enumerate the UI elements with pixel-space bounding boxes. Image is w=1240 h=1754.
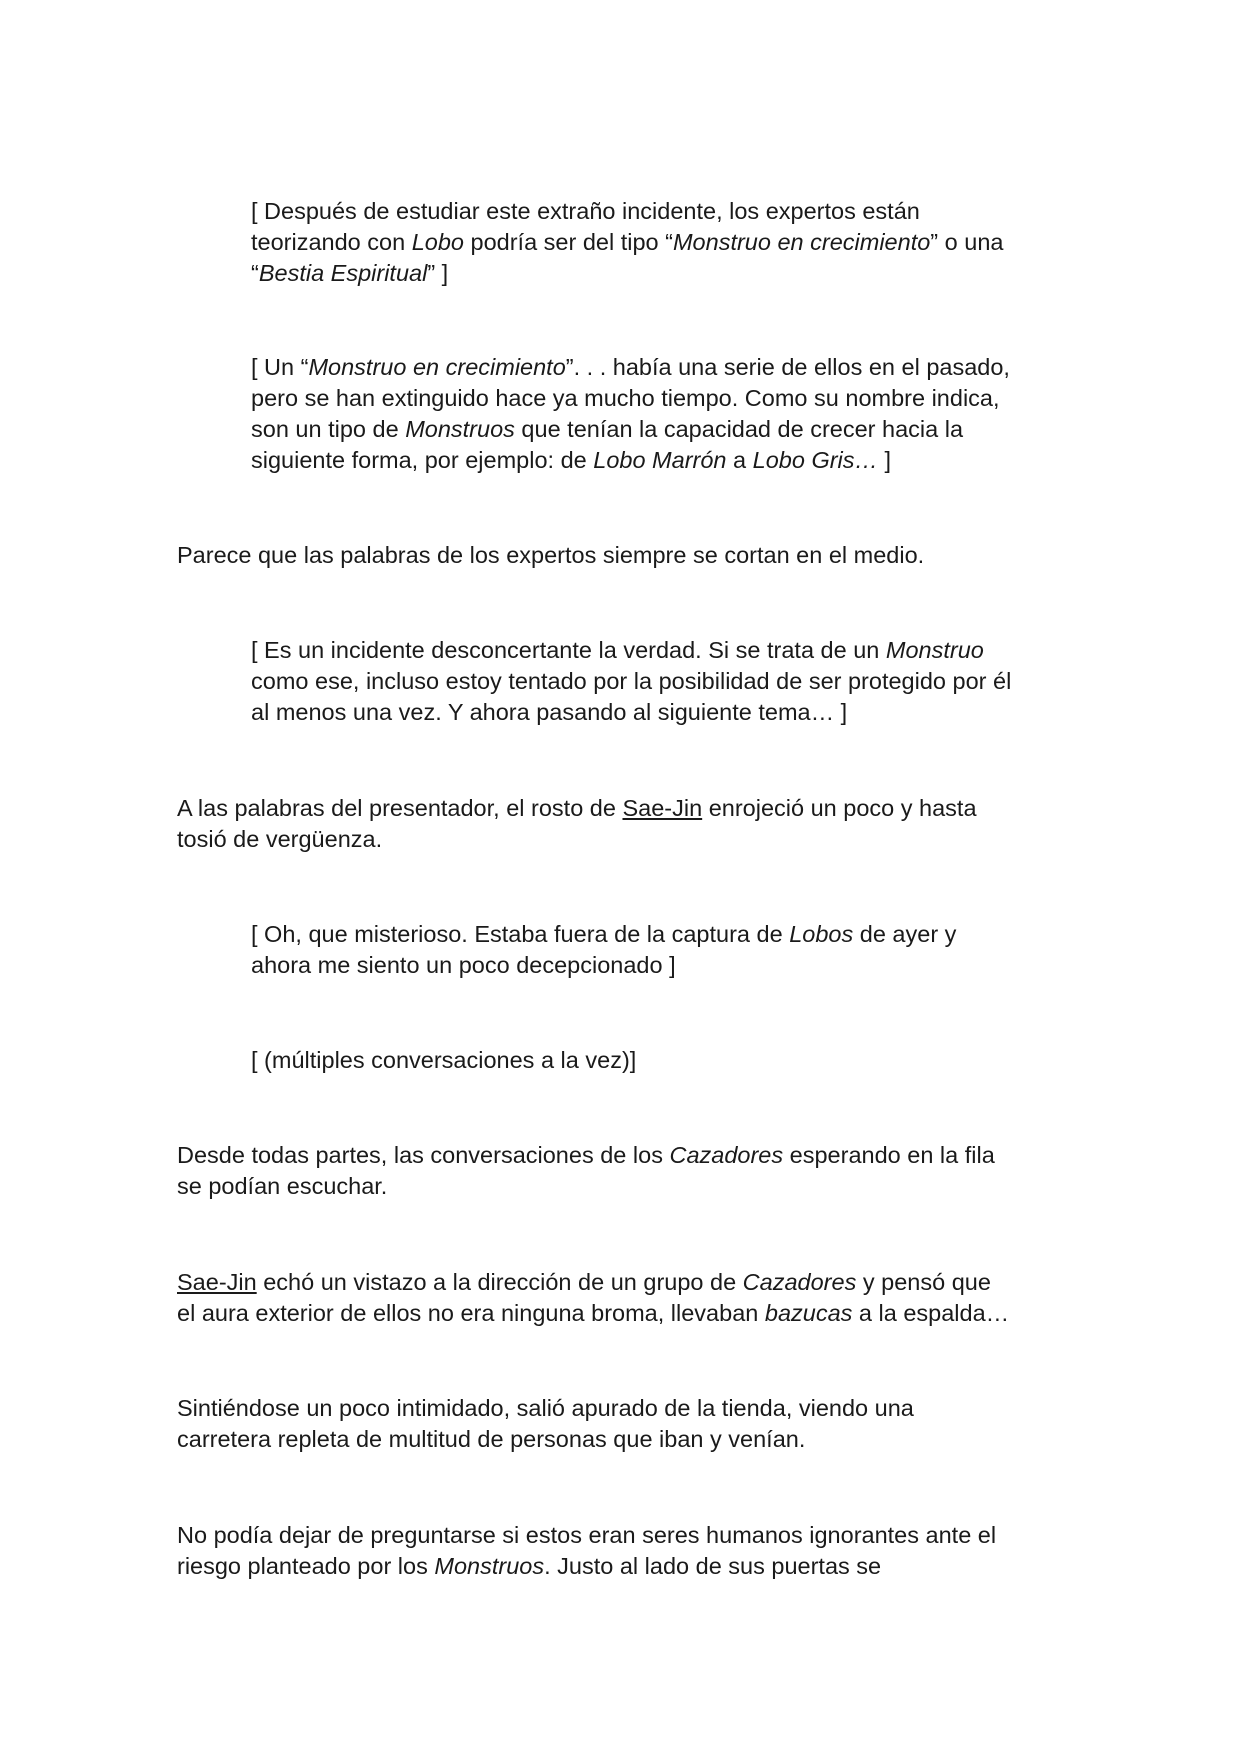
text-run: ahora me siento un poco decepcionado ] bbox=[251, 952, 676, 978]
narration-paragraph bbox=[177, 793, 1077, 855]
text-run: enrojeció un poco y hasta bbox=[702, 795, 977, 821]
text-run: [ Es un incidente desconcertante la verdad. Si se trata de un bbox=[251, 637, 886, 663]
text-run: ”. . . había una serie de ellos en el pasado, bbox=[565, 354, 1010, 380]
italic-term: Monstruos bbox=[405, 416, 515, 442]
text-run: No podía dejar de preguntarse si estos eran seres humanos ignorantes ante el bbox=[177, 1522, 997, 1548]
text-run: echó un vistazo a la dirección de un grupo de bbox=[256, 1269, 743, 1295]
text-run: “ bbox=[251, 260, 259, 286]
italic-term: Monstruos bbox=[434, 1553, 545, 1579]
text-run: esperando en la fila bbox=[783, 1142, 995, 1168]
text-run: y pensó que bbox=[856, 1269, 991, 1295]
narration-paragraph bbox=[177, 540, 1077, 571]
text-run: al menos una vez. Y ahora pasando al siguiente tema… ] bbox=[251, 699, 848, 725]
text-run: A las palabras del presentador, el rosto de bbox=[177, 795, 623, 821]
italic-term: Monstruo en crecimiento bbox=[308, 354, 566, 380]
text-run: a la espalda… bbox=[852, 1300, 1010, 1326]
text-run: ” o una bbox=[930, 229, 1004, 255]
italic-term: bazucas bbox=[764, 1300, 853, 1326]
italic-term: Lobo bbox=[411, 229, 464, 255]
text-run: [ (múltiples conversaciones a la vez)] bbox=[251, 1047, 637, 1073]
text-run: Desde todas partes, las conversaciones de los bbox=[177, 1142, 670, 1168]
broadcast-quote bbox=[251, 1045, 1081, 1076]
broadcast-quote bbox=[251, 635, 1081, 728]
italic-term: Bestia Espiritual bbox=[258, 260, 428, 286]
character-name: Sae-Jin bbox=[622, 795, 703, 821]
text-run: se podían escuchar. bbox=[177, 1173, 388, 1199]
text-run: como ese, incluso estoy tentado por la posibilidad de ser protegido por él bbox=[251, 668, 1012, 694]
text-run: [ Oh, que misterioso. Estaba fuera de la captura de bbox=[251, 921, 790, 947]
broadcast-quote bbox=[251, 919, 1081, 981]
text-run: riesgo planteado por los bbox=[177, 1553, 435, 1579]
text-run: carretera repleta de multitud de personas que iban y venían. bbox=[177, 1426, 806, 1452]
text-run: . Justo al lado de sus puertas se bbox=[544, 1553, 882, 1579]
text-run: que tenían la capacidad de crecer hacia la bbox=[514, 416, 964, 442]
text-run: el aura exterior de ellos no era ninguna broma, llevaban bbox=[177, 1300, 765, 1326]
text-run: siguiente forma, por ejemplo: de bbox=[251, 447, 594, 473]
text-run: ] bbox=[878, 447, 892, 473]
text-run: [ Un “ bbox=[251, 354, 309, 380]
text-run: pero se han extinguido hace ya mucho tiempo. Como su nombre indica, bbox=[251, 385, 1000, 411]
italic-term: Lobo Marrón bbox=[593, 447, 727, 473]
italic-term: Lobo Gris… bbox=[752, 447, 879, 473]
text-run: Sintiéndose un poco intimidado, salió apurado de la tienda, viendo una bbox=[177, 1395, 914, 1421]
italic-term: Cazadores bbox=[742, 1269, 857, 1295]
text-run: a bbox=[726, 447, 753, 473]
narration-paragraph bbox=[177, 1520, 1077, 1582]
text-run: teorizando con bbox=[251, 229, 412, 255]
text-run: tosió de vergüenza. bbox=[177, 826, 383, 852]
italic-term: Monstruo en crecimiento bbox=[672, 229, 931, 255]
broadcast-quote bbox=[251, 196, 1081, 289]
italic-term: Cazadores bbox=[669, 1142, 784, 1168]
italic-term: Monstruo bbox=[885, 637, 984, 663]
narration-paragraph bbox=[177, 1393, 1077, 1455]
text-run: podría ser del tipo “ bbox=[463, 229, 673, 255]
text-run: Parece que las palabras de los expertos siempre se cortan en el medio. bbox=[177, 542, 925, 568]
character-name: Sae-Jin bbox=[177, 1269, 257, 1295]
narration-paragraph bbox=[177, 1140, 1077, 1202]
italic-term: Lobos bbox=[789, 921, 854, 947]
text-run: son un tipo de bbox=[251, 416, 406, 442]
narration-paragraph bbox=[177, 1267, 1077, 1329]
text-run: ” ] bbox=[427, 260, 449, 286]
text-run: de ayer y bbox=[853, 921, 957, 947]
broadcast-quote bbox=[251, 352, 1081, 476]
text-run: [ Después de estudiar este extraño incidente, los expertos están bbox=[251, 198, 920, 224]
